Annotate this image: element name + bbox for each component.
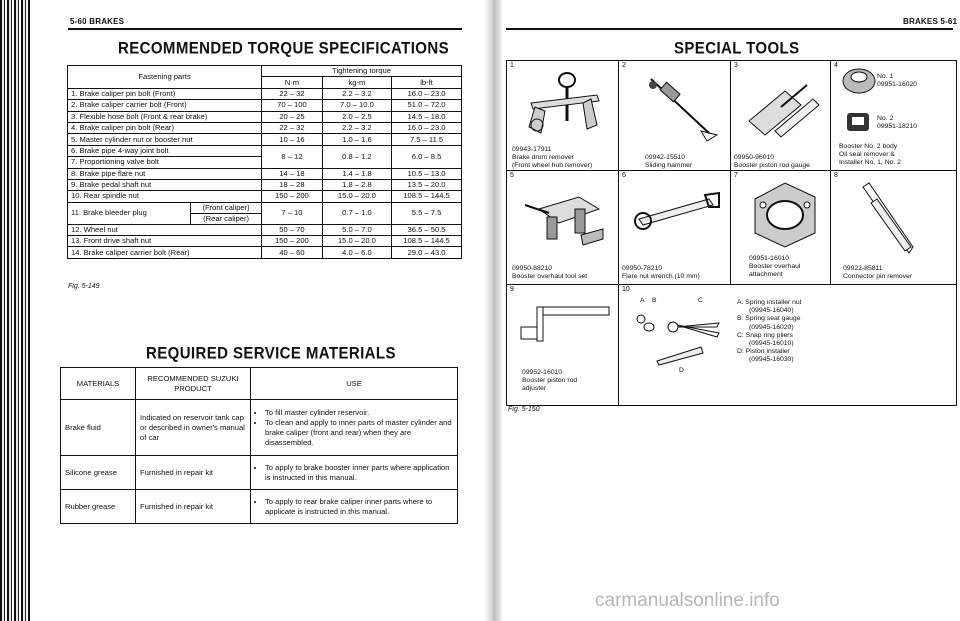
tools-title: SPECIAL TOOLS (674, 39, 800, 58)
value-lbft: 10.5 – 13.0 (392, 168, 462, 179)
part-name: 10. Rear spindle nut (68, 191, 262, 202)
tool-desc-line: Booster piston rod (522, 377, 578, 385)
value-nm: 18 – 28 (262, 179, 323, 190)
figure-caption-150: Fig. 5-150 (508, 406, 540, 413)
part-name: 8. Brake pipe flare nut (68, 168, 262, 179)
use-item: • To apply to brake booster inner parts where application is instructed in this manual. (265, 463, 453, 483)
value-kgm: 1.8 – 2.8 (322, 179, 391, 190)
tool-desc-line: Booster overhaul tool set (512, 273, 588, 281)
part-name: 13. Front drive shaft nut (68, 236, 262, 247)
part-name: 14. Brake caliper carrier bolt (Rear) (68, 247, 262, 258)
tool-label (734, 154, 810, 170)
tool-label (522, 369, 577, 394)
table-row (68, 111, 462, 122)
table-row (61, 456, 458, 490)
unit-kgm: kg-m (322, 77, 391, 88)
value-kgm: 2.2 – 3.2 (322, 122, 391, 133)
list-item: (09945-16010) (749, 340, 794, 348)
material-name: Silicone grease (61, 456, 136, 490)
tool-cell-10 (619, 285, 956, 405)
value-kgm: 15.0 – 20.0 (322, 191, 391, 202)
col-materials: MATERIALS (61, 368, 136, 400)
tool-cell-9 (507, 285, 619, 405)
tool-number: 7 (734, 172, 738, 179)
value-lbft: 108.5 – 144.5 (392, 191, 462, 202)
value-lbft: 7.5 – 11.5 (392, 134, 462, 145)
sliding-hammer-icon (631, 69, 721, 145)
overhaul-tool-set-icon (519, 179, 609, 249)
pin-remover-icon (855, 181, 925, 257)
part-letter-c: C (698, 297, 703, 304)
table-row (68, 179, 462, 190)
torque-title: RECOMMENDED TORQUE SPECIFICATIONS (118, 39, 449, 58)
table-row (68, 247, 462, 258)
tool-number: 2 (622, 62, 626, 69)
value-lbft: 51.0 – 72.0 (392, 100, 462, 111)
value-nm: 22 – 32 (262, 88, 323, 99)
value-lbft: 13.5 – 20.0 (392, 179, 462, 190)
part-name: 5. Master cylinder nut or booster nut (68, 134, 262, 145)
value-nm: 50 – 70 (262, 224, 323, 235)
part-name: 6. Brake pipe 4-way joint bolt (68, 145, 262, 156)
overhaul-attachment-icon (745, 175, 821, 249)
value-lbft: 6.0 – 8.5 (392, 145, 462, 168)
part-letter-a: A (640, 297, 645, 304)
table-row (68, 100, 462, 111)
tool-label (839, 143, 901, 168)
tool-part-number: 09951-16010 (749, 255, 790, 262)
tool-part-number: 09942-15510 (645, 154, 686, 161)
tool-items-bottom (877, 115, 917, 131)
tool-part-number: 09950-88210 (512, 265, 553, 272)
book-binding-edge (0, 0, 30, 621)
tool-cell-2 (619, 61, 731, 171)
unit-lbft: lb-ft (392, 77, 462, 88)
list-item: (09945-16040) (749, 307, 794, 315)
tool-number: 1 (510, 62, 514, 69)
tool-desc-line: Booster piston rod gauge (734, 162, 810, 170)
spring-installer-set-icon (627, 297, 737, 377)
tool-number: 9 (510, 286, 514, 293)
col-fastening: Fastening parts (68, 66, 262, 89)
tool-desc-line: Oil seal remover & (839, 151, 895, 159)
value-nm: 150 – 200 (262, 236, 323, 247)
col-use: USE (251, 368, 458, 400)
bleeder-subparts (190, 203, 261, 224)
value-lbft: 29.0 – 43.0 (392, 247, 462, 258)
list-item: (09945-16020) (749, 323, 794, 331)
value-lbft: 16.0 – 23.0 (392, 122, 462, 133)
value-kgm: 0.8 – 1.2 (322, 145, 391, 168)
table-row (61, 490, 458, 524)
figure-caption-149: Fig. 5-149 (68, 283, 100, 290)
tool-cell-1 (507, 61, 619, 171)
part-name: 2. Brake caliper carrier bolt (Front) (68, 100, 262, 111)
tool-desc-line: adjuster (522, 385, 547, 393)
brake-drum-remover-icon (521, 69, 605, 139)
torque-table (67, 65, 462, 259)
special-tools-grid (506, 60, 957, 406)
materials-table (60, 367, 458, 524)
flare-nut-wrench-icon (629, 185, 723, 235)
value-kgm: 2.2 – 3.2 (322, 88, 391, 99)
use-item: • To fill master cylinder reservoir. (265, 408, 453, 418)
tool-number: 6 (622, 172, 626, 179)
value-kgm: 4.0 – 6.0 (322, 247, 391, 258)
part-name: 7. Proportioning valve bolt (68, 157, 262, 168)
list-item: B: Spring seat gauge (737, 315, 801, 323)
tool-cell-3 (731, 61, 831, 171)
table-row (61, 400, 458, 456)
col-recommended: RECOMMENDED SUZUKI PRODUCT (136, 368, 251, 400)
tool-cell-6 (619, 171, 731, 285)
list-item: (09945-16030) (749, 356, 794, 364)
tool-item: No. 1 (877, 73, 894, 80)
tool-item: 09951-16020 (877, 81, 918, 89)
value-lbft: 108.5 – 144.5 (392, 236, 462, 247)
tool-number: 8 (834, 172, 838, 179)
tool-number: 10 (622, 286, 630, 293)
tool-label (843, 265, 912, 281)
tool-desc-line: Installer No. 1, No. 2 (839, 159, 901, 167)
tool-items-top (877, 73, 917, 89)
table-row (68, 202, 462, 224)
product-name: Furnished in repair kit (136, 456, 251, 490)
sub-front-caliper: (Front caliper) (191, 203, 261, 214)
table-row (68, 134, 462, 145)
value-kgm: 15.0 – 20.0 (322, 236, 391, 247)
value-kgm: 0.7 – 1.0 (322, 202, 391, 224)
materials-title: REQUIRED SERVICE MATERIALS (146, 344, 396, 363)
header-rule-right (506, 28, 953, 30)
tool-label (749, 255, 800, 280)
table-row (68, 191, 462, 202)
material-name: Brake fluid (61, 400, 136, 456)
part-letter-b: B (652, 297, 657, 304)
list-item: C: Snap ring pliers (737, 331, 793, 339)
tool-cell-8 (831, 171, 956, 285)
value-kgm: 5.0 – 7.0 (322, 224, 391, 235)
use-item: • To clean and apply to inner parts of master cylinder and brake caliper (front and rear) when they are disassembled. (265, 418, 453, 448)
value-kgm: 1.4 – 1.8 (322, 168, 391, 179)
tool-number: 5 (510, 172, 514, 179)
table-row (68, 168, 462, 179)
tool-part-number: 09952-16010 (522, 369, 563, 376)
header-rule-left (68, 28, 462, 30)
unit-nm: N·m (262, 77, 323, 88)
tool-desc-line: Booster overhaul (749, 263, 801, 271)
seal-installer-icon (839, 65, 879, 139)
table-row (68, 224, 462, 235)
list-item: D: Piston installer (737, 348, 790, 356)
value-lbft: 16.0 – 23.0 (392, 88, 462, 99)
value-nm: 40 – 60 (262, 247, 323, 258)
use-cell (251, 490, 458, 524)
tool-part-number: 09950-96010 (734, 154, 775, 161)
watermark: carmanualsonline.info (595, 590, 780, 611)
part-letter-d: D (679, 367, 684, 374)
tool-cell-7 (731, 171, 831, 285)
rod-adjuster-icon (517, 301, 613, 347)
part-name: 12. Wheel nut (68, 224, 262, 235)
value-nm: 150 – 200 (262, 191, 323, 202)
part-name: 11. Brake bleeder plug (71, 208, 147, 218)
tool-label (512, 265, 587, 281)
tool-label (512, 146, 592, 171)
tool-number: 3 (734, 62, 738, 69)
value-kgm: 2.0 – 2.5 (322, 111, 391, 122)
product-name: Furnished in repair kit (136, 490, 251, 524)
table-row (68, 88, 462, 99)
page-header-right: BRAKES 5-61 (903, 17, 958, 26)
tool-desc-line: Booster No. 2 body (839, 143, 898, 150)
value-lbft: 14.5 – 18.0 (392, 111, 462, 122)
tool-desc-line: attachment (749, 271, 783, 279)
value-nm: 10 – 16 (262, 134, 323, 145)
tool-part-number: 09943-17911 (512, 146, 552, 153)
tool-desc-line: Flare nut wrench (10 mm) (622, 273, 700, 281)
tool-part-number: 09922-85811 (843, 265, 883, 272)
value-nm: 22 – 32 (262, 122, 323, 133)
list-item: A: Spring installer nut (737, 299, 802, 306)
value-lbft: 5.5 – 7.5 (392, 202, 462, 224)
tool-label (645, 154, 692, 170)
page-header-left: 5-60 BRAKES (70, 17, 125, 26)
tool-number: 4 (834, 62, 838, 69)
value-nm: 8 – 12 (262, 145, 323, 168)
tool-label (622, 265, 700, 281)
part-name: 3. Flexible hose bolt (Front & rear brake) (68, 111, 262, 122)
use-cell (251, 400, 458, 456)
tool-desc-line: Connector pin remover (843, 273, 913, 281)
tool-item: 09951-18210 (877, 123, 918, 131)
value-nm: 7 – 10 (262, 202, 323, 224)
table-row (68, 122, 462, 133)
sub-rear-caliper: (Rear caliper) (203, 213, 250, 223)
value-lbft: 36.5 – 50.5 (392, 224, 462, 235)
tool-part-number: 09950-78210 (622, 265, 663, 272)
part-name-split (68, 202, 262, 224)
use-cell (251, 456, 458, 490)
part-name: 1. Brake caliper pin bolt (Front) (68, 88, 262, 99)
part-name: 4. Brake caliper pin bolt (Rear) (68, 122, 262, 133)
tool-cell-4 (831, 61, 956, 171)
table-row (68, 145, 462, 156)
value-nm: 14 – 18 (262, 168, 323, 179)
material-name: Rubber grease (61, 490, 136, 524)
use-item: • To apply to rear brake caliper inner parts where to applicate is instructed in this manual. (265, 497, 453, 517)
tool-cell-5 (507, 171, 619, 285)
value-kgm: 7.0 – 10.0 (322, 100, 391, 111)
part-name: 9. Brake pedal shaft nut (68, 179, 262, 190)
value-nm: 70 – 100 (262, 100, 323, 111)
page-gutter (484, 0, 502, 621)
table-row (68, 236, 462, 247)
value-nm: 20 – 25 (262, 111, 323, 122)
product-name: Indicated on reservoir tank cap or described in owner's manual of car (136, 400, 251, 456)
tool-desc-line: Sliding hammer (645, 162, 693, 170)
tool-item: No. 2 (877, 115, 894, 122)
tool-desc-line: Brake drum remover (512, 154, 574, 162)
value-kgm: 1.0 – 1.6 (322, 134, 391, 145)
tool-desc-line: (Front wheel hub remover) (512, 162, 593, 170)
tool-parts-list (737, 299, 802, 365)
rod-gauge-icon (741, 71, 825, 145)
col-tightening: Tightening torque (262, 66, 462, 77)
